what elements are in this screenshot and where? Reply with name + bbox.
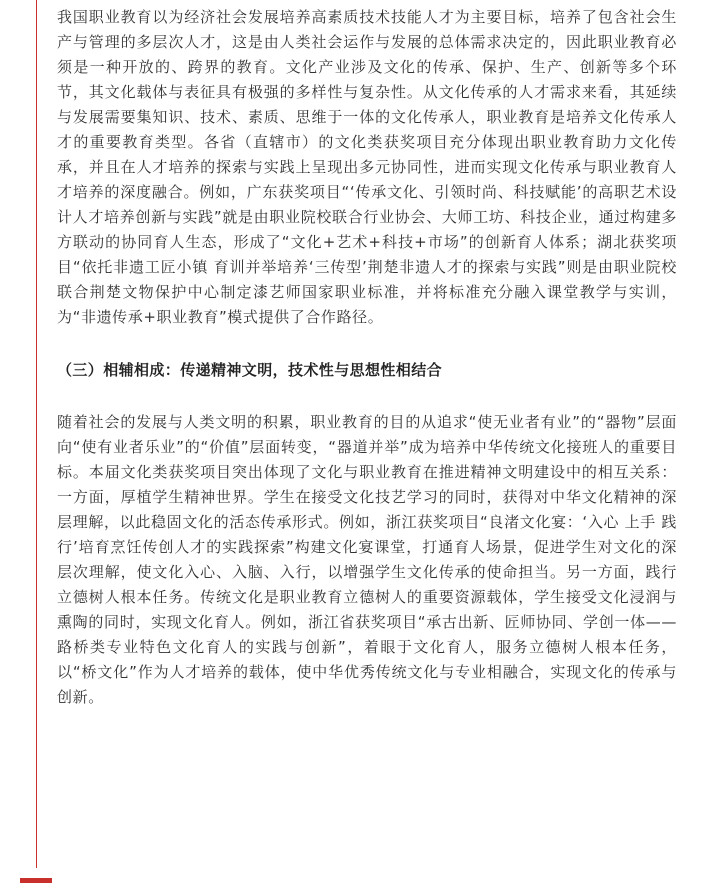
article-body [57,5,677,710]
section-heading: （三）相辅相成：传递精神文明，技术性与思想性相结合 [57,361,443,379]
left-accent-rule [36,0,37,868]
article-paragraph-2: 随着社会的发展与人类文明的积累，职业教育的目的从追求“使无业者有业”的“器物”层面向“使有业者乐业”的“价值”层面转变，“器道并举”成为培养中华传统文化接班人的重要目标。本届文化类获奖项目突出体现了文化与职业教育在推进精神文明建设中的相互关系：一方面，厚植学生精神世界。学生在接受文化技艺学习的同时，获得对中华文化精神的深层理解，以此稳固文化的活态传承形式。例如，浙江获奖项目“良渚文化宴：‘入心 上手 践行’培育烹饪传创人才的实践探索”构建文化宴课堂，打通育人场景，促进学生对文化的深层次理解，使文化入心、入脑、入行，以增强学生文化传承的使命担当。另一方面，践行立德树人根本任务。传统文化是职业教育立德树人的重要资源载体，学生接受文化浸润与熏陶的同时，实现文化育人。例如，浙江省获奖项目“承古出新、匠师协同、学创一体——路桥类专业特色文化育人的实践与创新”，着眼于文化育人，服务立德树人根本任务，以“桥文化”作为人才培养的载体，使中华优秀传统文化与专业相融合，实现文化的传承与创新。 [57,413,678,706]
bottom-accent-mark [20,878,52,883]
article-paragraph-1: 我国职业教育以为经济社会发展培养高素质技术技能人才为主要目标，培养了包含社会生产与管理的多层次人才，这是由人类社会运作与发展的总体需求决定的，因此职业教育必须是一种开放的、跨界的教育。文化产业涉及文化的传承、保护、生产、创新等多个环节，其文化载体与表征具有极强的多样性与复杂性。从文化传承的人才需求来看，其延续与发展需要集知识、技术、素质、思维于一体的文化传承人，职业教育是培养文化传承人才的重要教育类型。各省（直辖市）的文化类获奖项目充分体现出职业教育助力文化传承，并且在人才培养的探索与实践上呈现出多元协同性，进而实现文化传承与职业教育人才培养的深度融合。例如，广东获奖项目“‘传承文化、引领时尚、科技赋能’的高职艺术设计人才培养创新与实践”就是由职业院校联合行业协会、大师工坊、科技企业，通过构建多方联动的协同育人生态，形成了“文化+艺术+科技+市场”的创新育人体系；湖北获奖项目“依托非遗工匠小镇 育训并举培养‘三传型’荆楚非遗人才的探索与实践”则是由职业院校联合荆楚文物保护中心制定漆艺师国家职业标准，并将标准充分融入课堂教学与实训，为“非遗传承+职业教育”模式提供了合作路径。 [57,8,677,326]
